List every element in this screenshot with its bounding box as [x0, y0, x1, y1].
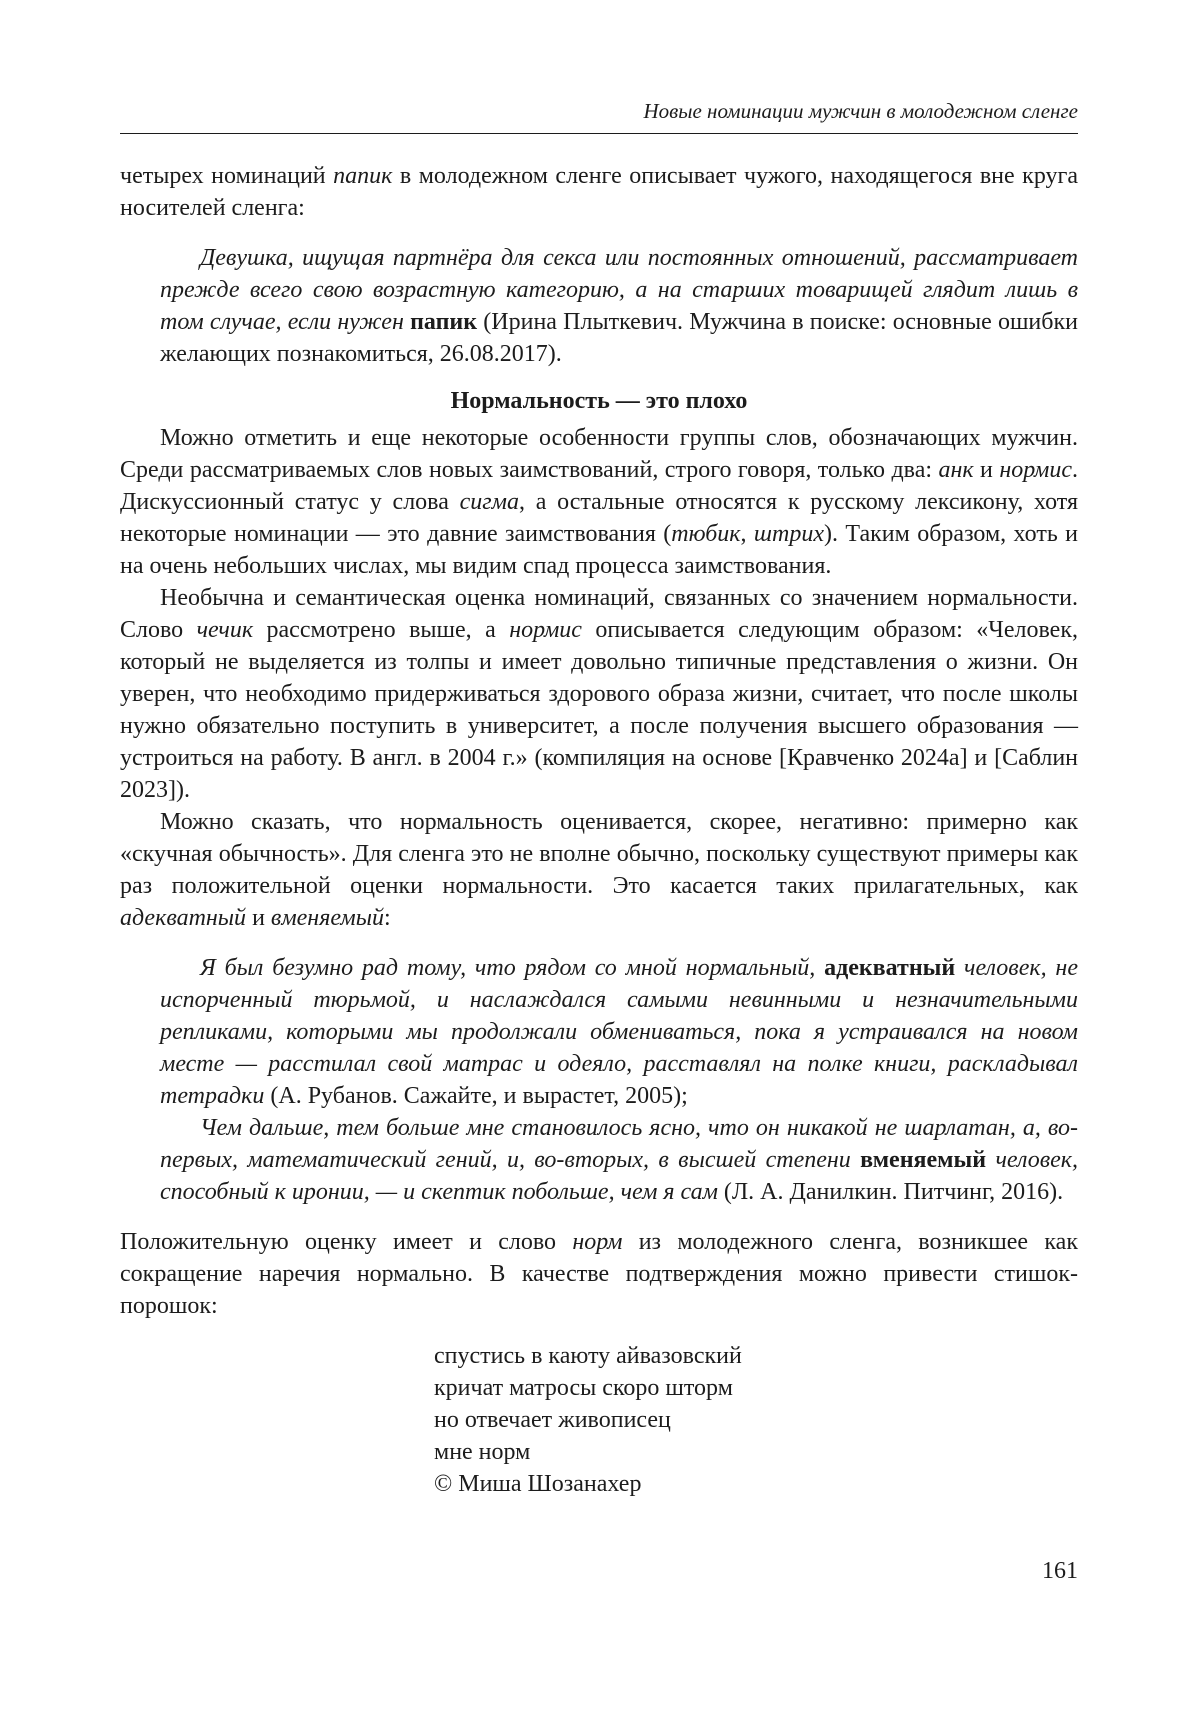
- paragraph-norm: [120, 1226, 1078, 1322]
- italic-term: адекватный: [120, 905, 247, 931]
- quote-italic-text: Чем дальше, тем больше мне становилось ясно, что он никакой не шарлатан, а, во-первых, математический гений, и, во-вторых, в высшей степени: [160, 1115, 1078, 1173]
- section-heading: Нормальность — это плохо: [450, 388, 748, 414]
- text-run: и: [246, 905, 271, 931]
- text-run: ,: [740, 521, 754, 547]
- italic-term: норм: [572, 1229, 623, 1255]
- text-run: Можно сказать, что нормальность оценивается, скорее, негативно: примерно как «скучная обычность». Для сленга это не вполне обычно, поскольку существуют примеры как раз положительной оценки нормальности. Это касается таких прилагательных, как: [120, 809, 1078, 899]
- text-run: описывается следующим образом: «Человек, который не выделяется из толпы и имеет довольно типичные представления о жизни. Он уверен, что необходимо придерживаться здорового образа жизни, считает, что после школы нужно обязательно поступить в университет, а после получения высшего образования — устроиться на работу. В англ. в 2004 г.» (компиляция на основе [Кравченко 2024а] и [Саблин 2023]).: [120, 617, 1078, 803]
- quotation-1: [160, 242, 1078, 370]
- header-rule: [120, 133, 1078, 134]
- quote-bold-term: папик: [410, 309, 478, 335]
- quote-italic-text: человек, не испорченный тюрьмой, и наслаждался самыми невинными и незначительными репликами, которыми мы продолжали обмениваться, пока я устраивался на новом месте — расстилал свой матрас и одеяло, расставлял на полке книги, раскладывал тетрадки: [160, 955, 1078, 1109]
- paragraph-normality: [120, 582, 1078, 806]
- paragraph-borrowings: [120, 422, 1078, 582]
- paragraph-evaluation: [120, 806, 1078, 934]
- poem-line: мне норм: [434, 1439, 531, 1465]
- poem-line: но отвечает живописец: [434, 1407, 671, 1433]
- quotation-3: [160, 1112, 1078, 1208]
- text-run: Положительную оценку имеет и слово: [120, 1229, 573, 1255]
- document-body: [120, 160, 1078, 1500]
- italic-term: нормис: [509, 617, 582, 643]
- poem: [434, 1340, 1078, 1500]
- quote-source: (Л. А. Данилкин. Питчинг, 2016).: [717, 1179, 1064, 1205]
- text-run: Можно отметить и еще некоторые особенности группы слов, обозначающих мужчин. Среди рассматриваемых слов новых заимствований, строго говоря, только два:: [120, 425, 1078, 483]
- italic-term: анк: [938, 457, 974, 483]
- text-run: , а остальные относятся к русскому лексикону, хотя некоторые номинации — это давние заимствования (: [120, 489, 1078, 547]
- quote-italic-text: Я был безумно рад тому, что рядом со мной нормальный,: [200, 955, 825, 981]
- text-run: :: [383, 905, 391, 931]
- poem-author: © Миша Шозанахер: [434, 1471, 642, 1497]
- quote-source: (А. Рубанов. Сажайте, и вырастет, 2005);: [264, 1083, 688, 1109]
- italic-term: нормис: [999, 457, 1073, 483]
- text-run: из молодежного сленга, возникшее как сокращение наречия нормально. В качестве подтверждения можно привести стишок-порошок:: [120, 1229, 1078, 1319]
- paragraph-intro: [120, 160, 1078, 224]
- text-run: в молодежном сленге описывает чужого, находящегося вне круга носителей сленга:: [120, 163, 1078, 221]
- italic-term: папик: [333, 163, 393, 189]
- quote-italic-text: Девушка, ищущая партнёра для секса или постоянных отношений, рассматривает прежде всего свою возрастную категорию, а на старших товарищей глядит лишь в том случае, если нужен: [160, 245, 1078, 335]
- text-run: ). Таким образом, хоть и на очень небольших числах, мы видим спад процесса заимствования.: [120, 521, 1079, 579]
- italic-term: штрих: [753, 521, 825, 547]
- running-head: Новые номинации мужчин в молодежном сленге: [643, 99, 1078, 123]
- text-run: Необычна и семантическая оценка номинаций, связанных со значением нормальности. Слово: [120, 585, 1078, 643]
- quote-italic-text: человек, способный к иронии, — и скептик побольше, чем я сам: [160, 1147, 1078, 1205]
- quote-bold-term: вменяемый: [860, 1147, 987, 1173]
- poem-line: кричат матросы скоро шторм: [434, 1375, 733, 1401]
- page-number: 161: [1042, 1558, 1078, 1584]
- quote-source: (Ирина Плыткевич. Мужчина в поиске: основные ошибки желающих познакомиться, 26.08.2017).: [160, 309, 1078, 367]
- italic-term: вменяемый: [270, 905, 384, 931]
- text-run: и: [973, 457, 1000, 483]
- quote-bold-term: адекватный: [824, 955, 956, 981]
- italic-term: чечик: [196, 617, 254, 643]
- text-run: рассмотрено выше, а: [253, 617, 510, 643]
- poem-line: спустись в каюту айвазовский: [434, 1343, 742, 1369]
- italic-term: тюбик: [671, 521, 741, 547]
- text-run: . Дискуссионный статус у слова: [120, 457, 1079, 515]
- italic-term: сигма: [459, 489, 519, 515]
- text-run: четырех номинаций: [120, 163, 334, 189]
- quotation-2: [160, 952, 1078, 1112]
